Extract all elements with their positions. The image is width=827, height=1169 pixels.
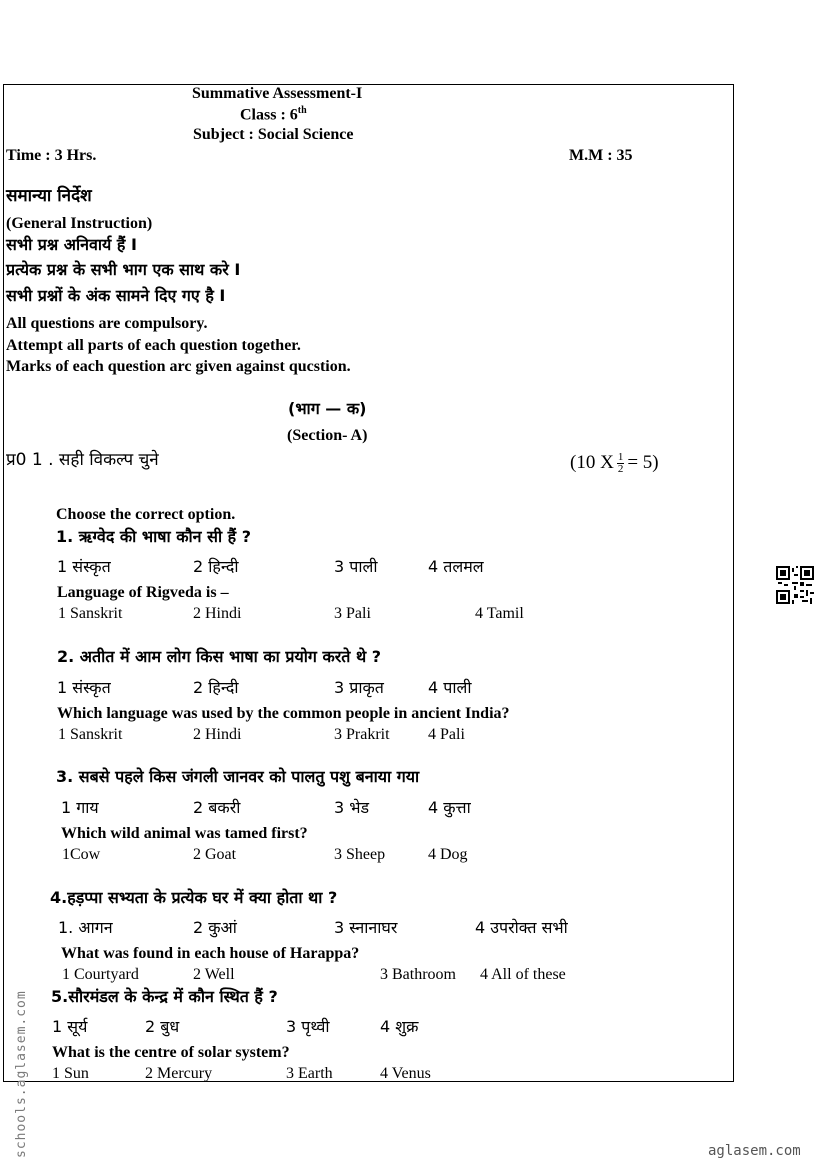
- option-hindi: 4 पाली: [428, 678, 472, 697]
- subquestion-hindi: 2. अतीत में आम लोग किस भाषा का प्रयोग करते थे ?: [57, 647, 382, 666]
- instructions-english-heading: (General Instruction): [6, 215, 153, 232]
- subquestion-hindi: 3. सबसे पहले किस जंगली जानवर को पालतु पशु बनाया गया: [56, 767, 420, 786]
- instruction-english-line: Attempt all parts of each question together.: [6, 337, 301, 354]
- option-english: 4 All of these: [480, 966, 566, 983]
- option-english: 1 Sanskrit: [58, 726, 123, 743]
- option-hindi: 1 संस्कृत: [57, 557, 111, 576]
- class-label: Class : 6th: [240, 105, 307, 124]
- fraction-half: $\frac{1}{2}$: [617, 451, 624, 475]
- option-hindi: 1. आगन: [58, 918, 113, 937]
- option-english: 4 Venus: [380, 1065, 431, 1082]
- option-english: 2 Hindi: [193, 605, 242, 622]
- option-english: 2 Hindi: [193, 726, 242, 743]
- option-hindi: 1 संस्कृत: [57, 678, 111, 697]
- option-english: 3 Prakrit: [334, 726, 390, 743]
- option-hindi: 4 कुत्ता: [428, 798, 471, 817]
- option-english: 2 Goat: [193, 846, 237, 863]
- subquestion-hindi: 5.सौरमंडल के केन्द्र में कौन स्थित हैं ?: [51, 987, 278, 1006]
- max-marks-label: M.M : 35: [569, 147, 633, 164]
- qr-code-icon: [776, 566, 814, 604]
- subject-label: Subject : Social Science: [193, 126, 354, 143]
- instruction-hindi-line: प्रत्येक प्रश्न के सभी भाग एक साथ करे I: [6, 260, 241, 279]
- subquestion-english: What was found in each house of Harappa?: [61, 945, 360, 962]
- option-hindi: 3 पृथ्वी: [286, 1017, 330, 1036]
- option-hindi: 3 प्राकृत: [334, 678, 384, 697]
- option-english: 2 Well: [193, 966, 235, 983]
- option-hindi: 1 गाय: [61, 798, 99, 817]
- exam-title: Summative Assessment-I: [192, 85, 363, 102]
- option-hindi: 2 कुआं: [193, 918, 237, 937]
- instructions-hindi-heading: समान्या निर्देश: [6, 186, 92, 206]
- subquestion-hindi: 4.हड़प्पा सभ्यता के प्रत्येक घर में क्या होता था ?: [50, 888, 338, 907]
- option-english: 3 Sheep: [334, 846, 386, 863]
- instruction-english-line: Marks of each question arc given against qucstion.: [6, 358, 351, 375]
- option-english: 2 Mercury: [145, 1065, 213, 1082]
- section-english: (Section- A): [287, 427, 368, 444]
- subquestion-hindi: 1. ऋग्वेद की भाषा कौन सी हैं ?: [56, 527, 252, 546]
- option-english: 3 Earth: [286, 1065, 333, 1082]
- option-hindi: 4 शुक्र: [380, 1017, 419, 1036]
- option-hindi: 4 उपरोक्त सभी: [475, 918, 568, 937]
- option-english: 3 Pali: [334, 605, 371, 622]
- option-hindi: 2 बुध: [145, 1017, 180, 1036]
- section-hindi: (भाग — क): [288, 399, 367, 418]
- option-english: 3 Bathroom: [380, 966, 456, 983]
- option-hindi: 4 तलमल: [428, 557, 484, 576]
- option-english: 4 Dog: [428, 846, 468, 863]
- time-label: Time : 3 Hrs.: [6, 147, 97, 164]
- instruction-hindi-line: सभी प्रश्नों के अंक सामने दिए गए है I: [6, 286, 226, 305]
- option-hindi: 2 बकरी: [193, 798, 241, 817]
- question-1-label: प्र0 1 . सही विकल्प चुने: [6, 450, 159, 470]
- option-hindi: 2 हिन्दी: [193, 557, 239, 576]
- footer-watermark: aglasem.com: [708, 1143, 801, 1159]
- instruction-hindi-line: सभी प्रश्न अनिवार्य हैं I: [6, 235, 137, 254]
- subquestion-english: Which wild animal was tamed first?: [61, 825, 308, 842]
- option-english: 4 Pali: [428, 726, 465, 743]
- option-english: 1Cow: [62, 846, 101, 863]
- option-hindi: 3 स्नानाघर: [334, 918, 398, 937]
- question-1-instruction: Choose the correct option.: [56, 506, 236, 523]
- instruction-english-line: All questions are compulsory.: [6, 315, 208, 332]
- option-english: 4 Tamil: [475, 605, 524, 622]
- option-english: 1 Sun: [52, 1065, 89, 1082]
- option-hindi: 2 हिन्दी: [193, 678, 239, 697]
- subquestion-english: What is the centre of solar system?: [52, 1044, 290, 1061]
- side-watermark: schools.aglasem.com: [14, 990, 29, 1158]
- subquestion-english: Which language was used by the common people in ancient India?: [57, 705, 510, 722]
- option-english: 1 Courtyard: [62, 966, 139, 983]
- option-hindi: 1 सूर्य: [52, 1017, 88, 1036]
- subquestion-english: Language of Rigveda is –: [57, 584, 229, 601]
- option-hindi: 3 पाली: [334, 557, 378, 576]
- option-english: 1 Sanskrit: [58, 605, 123, 622]
- option-hindi: 3 भेड: [334, 798, 370, 817]
- question-1-marks: (10 X $\frac{1}{2}$ = 5): [570, 451, 659, 475]
